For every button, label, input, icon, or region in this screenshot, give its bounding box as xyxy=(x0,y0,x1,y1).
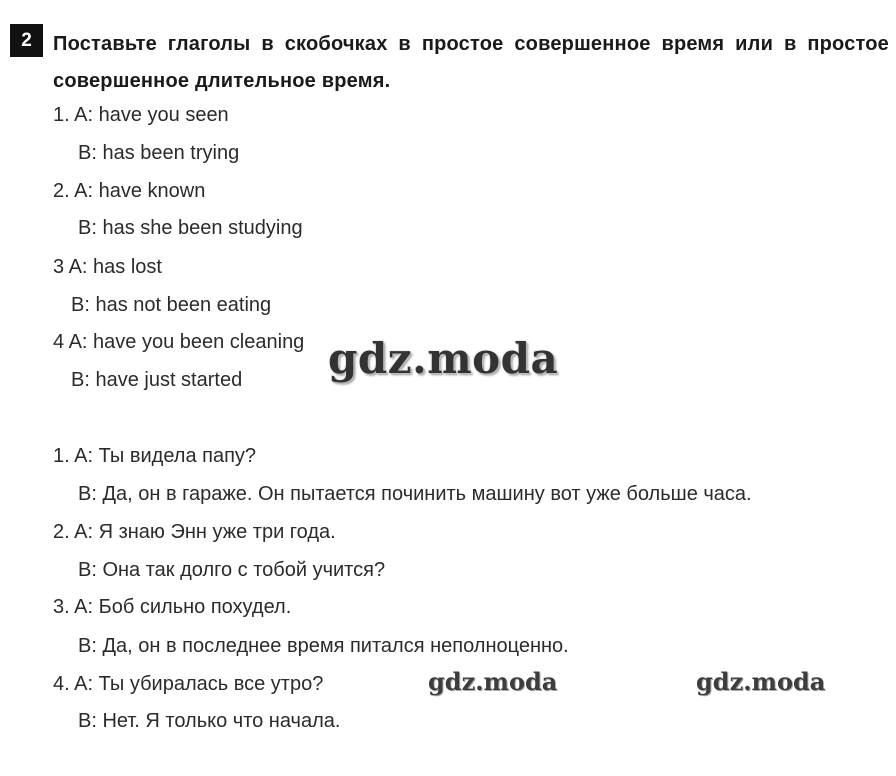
task-number-badge: 2 xyxy=(10,24,43,57)
answer-line: B: have just started xyxy=(71,369,243,391)
translation-line: B: Да, он в гараже. Он пытается починить машину вот уже больше часа. xyxy=(78,483,752,505)
translation-line: B: Да, он в последнее время питался неполноценно. xyxy=(78,635,569,657)
translation-line: 1. A: Ты видела папу? xyxy=(53,445,257,467)
answer-line: 1. A: have you seen xyxy=(53,104,229,126)
answer-line: B: has not been eating xyxy=(71,294,272,316)
watermark-logo: gdz.moda xyxy=(696,667,826,696)
answer-line: B: has been trying xyxy=(78,142,240,164)
watermark-logo: gdz.moda xyxy=(428,667,558,696)
translation-line: B: Она так долго с тобой учится? xyxy=(78,559,386,581)
answer-line: B: has she been studying xyxy=(78,217,303,239)
answer-line: 4 A: have you been cleaning xyxy=(53,331,305,353)
translation-line: 4. A: Ты убиралась все утро? xyxy=(53,673,324,695)
task-instruction: Поставьте глаголы в скобочках в простое совершенное время или в простое совершенное длительное время. xyxy=(53,33,889,92)
translation-line: 3. A: Боб сильно похудел. xyxy=(53,596,292,618)
translation-line: 2. A: Я знаю Энн уже три года. xyxy=(53,521,336,543)
answer-line: 2. A: have known xyxy=(53,180,206,202)
translation-line: B: Нет. Я только что начала. xyxy=(78,710,341,732)
answer-line: 3 A: has lost xyxy=(53,256,162,278)
watermark-logo: gdz.moda xyxy=(328,334,559,383)
